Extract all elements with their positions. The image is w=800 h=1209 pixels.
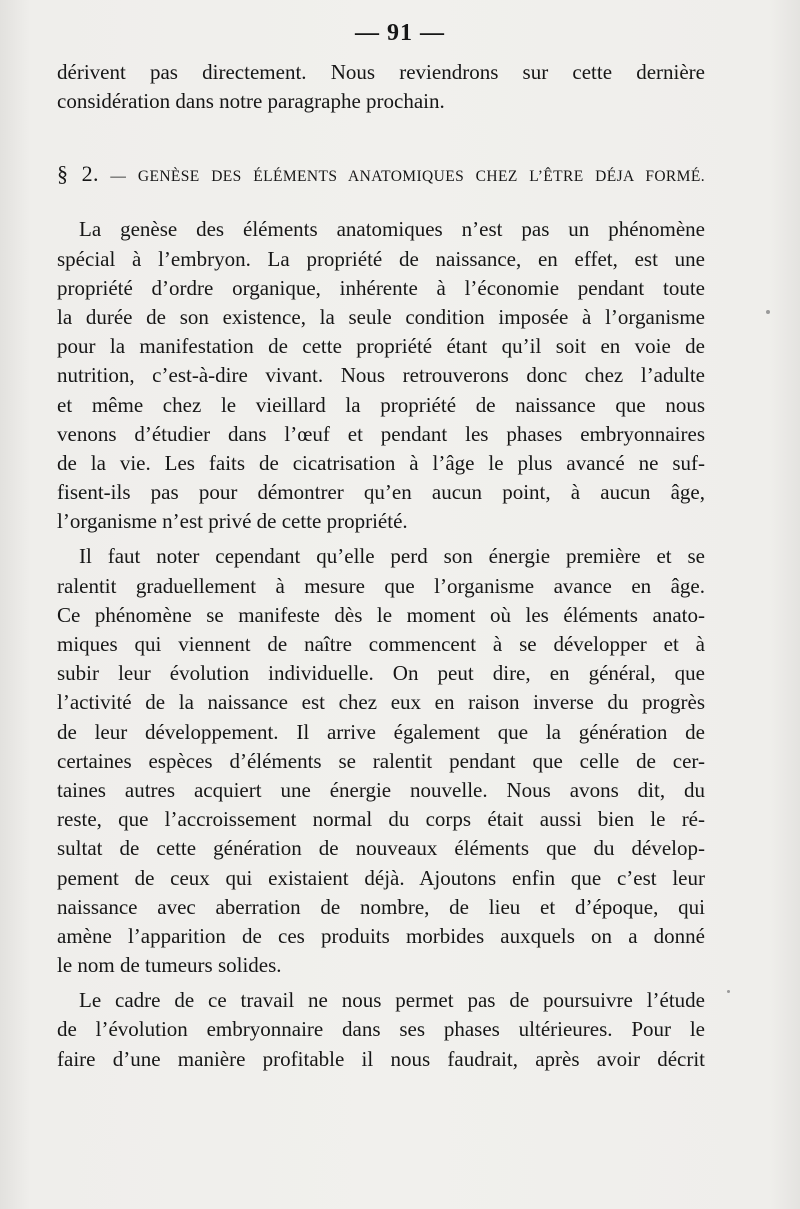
text-line: miques qui viennent de naître commencent à se développer et à: [57, 632, 705, 656]
text-line: de leur développement. Il arrive également que la génération de: [57, 719, 705, 744]
text-line: pement de ceux qui existaient déjà. Ajoutons enfin que c’est leur: [57, 865, 705, 890]
section-title: — GENÈSE DES ÉLÉMENTS ANATOMIQUES CHEZ L’ÊTRE DÉJA FORMÉ.: [110, 168, 705, 186]
text-line: Il faut noter cependant qu’elle perd son énergie première et se: [79, 544, 705, 569]
text-line: spécial à l’embryon. La propriété de naissance, en effet, est une: [57, 246, 705, 271]
page-number: — 91 —: [355, 20, 445, 46]
text-line: sultat de cette génération de nouveaux éléments que du dévelop-: [57, 836, 705, 861]
text-line: La genèse des éléments anatomiques n’est pas un phénomène: [79, 217, 705, 242]
text-line: et même chez le vieillard la propriété de naissance que nous: [57, 392, 705, 417]
paper-speck: [727, 990, 730, 993]
text-line: considération dans notre paragraphe prochain.: [57, 89, 445, 114]
text-line: l’organisme n’est privé de cette propriété.: [57, 509, 408, 534]
text-line: le nom de tumeurs solides.: [57, 953, 282, 978]
text-line: ralentit graduellement à mesure que l’organisme avance en âge.: [57, 573, 705, 598]
text-line: Le cadre de ce travail ne nous permet pas de poursuivre l’étude: [79, 988, 705, 1013]
text-line: dérivent pas directement. Nous reviendrons sur cette dernière: [57, 60, 705, 84]
text-line: certaines espèces d’éléments se ralentit pendant que celle de cer-: [57, 748, 705, 773]
text-line: nutrition, c’est-à-dire vivant. Nous retrouverons donc chez l’adulte: [57, 363, 705, 388]
text-line: de la vie. Les faits de cicatrisation à l’âge le plus avancé ne suf-: [57, 450, 705, 475]
paragraph-1: [57, 215, 705, 536]
text-line: la durée de son existence, la seule condition imposée à l’organisme: [57, 304, 705, 329]
paragraph-2: [57, 542, 705, 980]
text-line: amène l’apparition de ces produits morbides auxquels on a donné: [57, 923, 705, 948]
text-line: naissance avec aberration de nombre, de lieu et d’époque, qui: [57, 894, 705, 919]
section-number: § 2.: [57, 161, 99, 187]
text-line: reste, que l’accroissement normal du corps était aussi bien le ré-: [57, 807, 705, 832]
text-line: propriété d’ordre organique, inhérente à l’économie pendant toute: [57, 275, 705, 300]
paragraph-3: [57, 986, 705, 1074]
text-line: de l’évolution embryonnaire dans ses phases ultérieures. Pour le: [57, 1017, 705, 1042]
continuation-paragraph: [57, 58, 705, 116]
text-line: faire d’une manière profitable il nous faudrait, après avoir décrit: [57, 1046, 705, 1071]
section-heading: [57, 162, 705, 186]
text-line: Ce phénomène se manifeste dès le moment où les éléments anato-: [57, 602, 705, 627]
text-column: [57, 58, 705, 1074]
paper-speck: [766, 310, 770, 314]
text-line: l’activité de la naissance est chez eux en raison inverse du progrès: [57, 690, 705, 715]
text-line: taines autres acquiert une énergie nouvelle. Nous avons dit, du: [57, 777, 705, 802]
text-line: venons d’étudier dans l’œuf et pendant les phases embryonnaires: [57, 421, 705, 446]
text-line: subir leur évolution individuelle. On peut dire, en général, que: [57, 661, 705, 686]
text-line: pour la manifestation de cette propriété étant qu’il soit en voie de: [57, 334, 705, 359]
text-line: fisent-ils pas pour démontrer qu’en aucun point, à aucun âge,: [57, 480, 705, 505]
